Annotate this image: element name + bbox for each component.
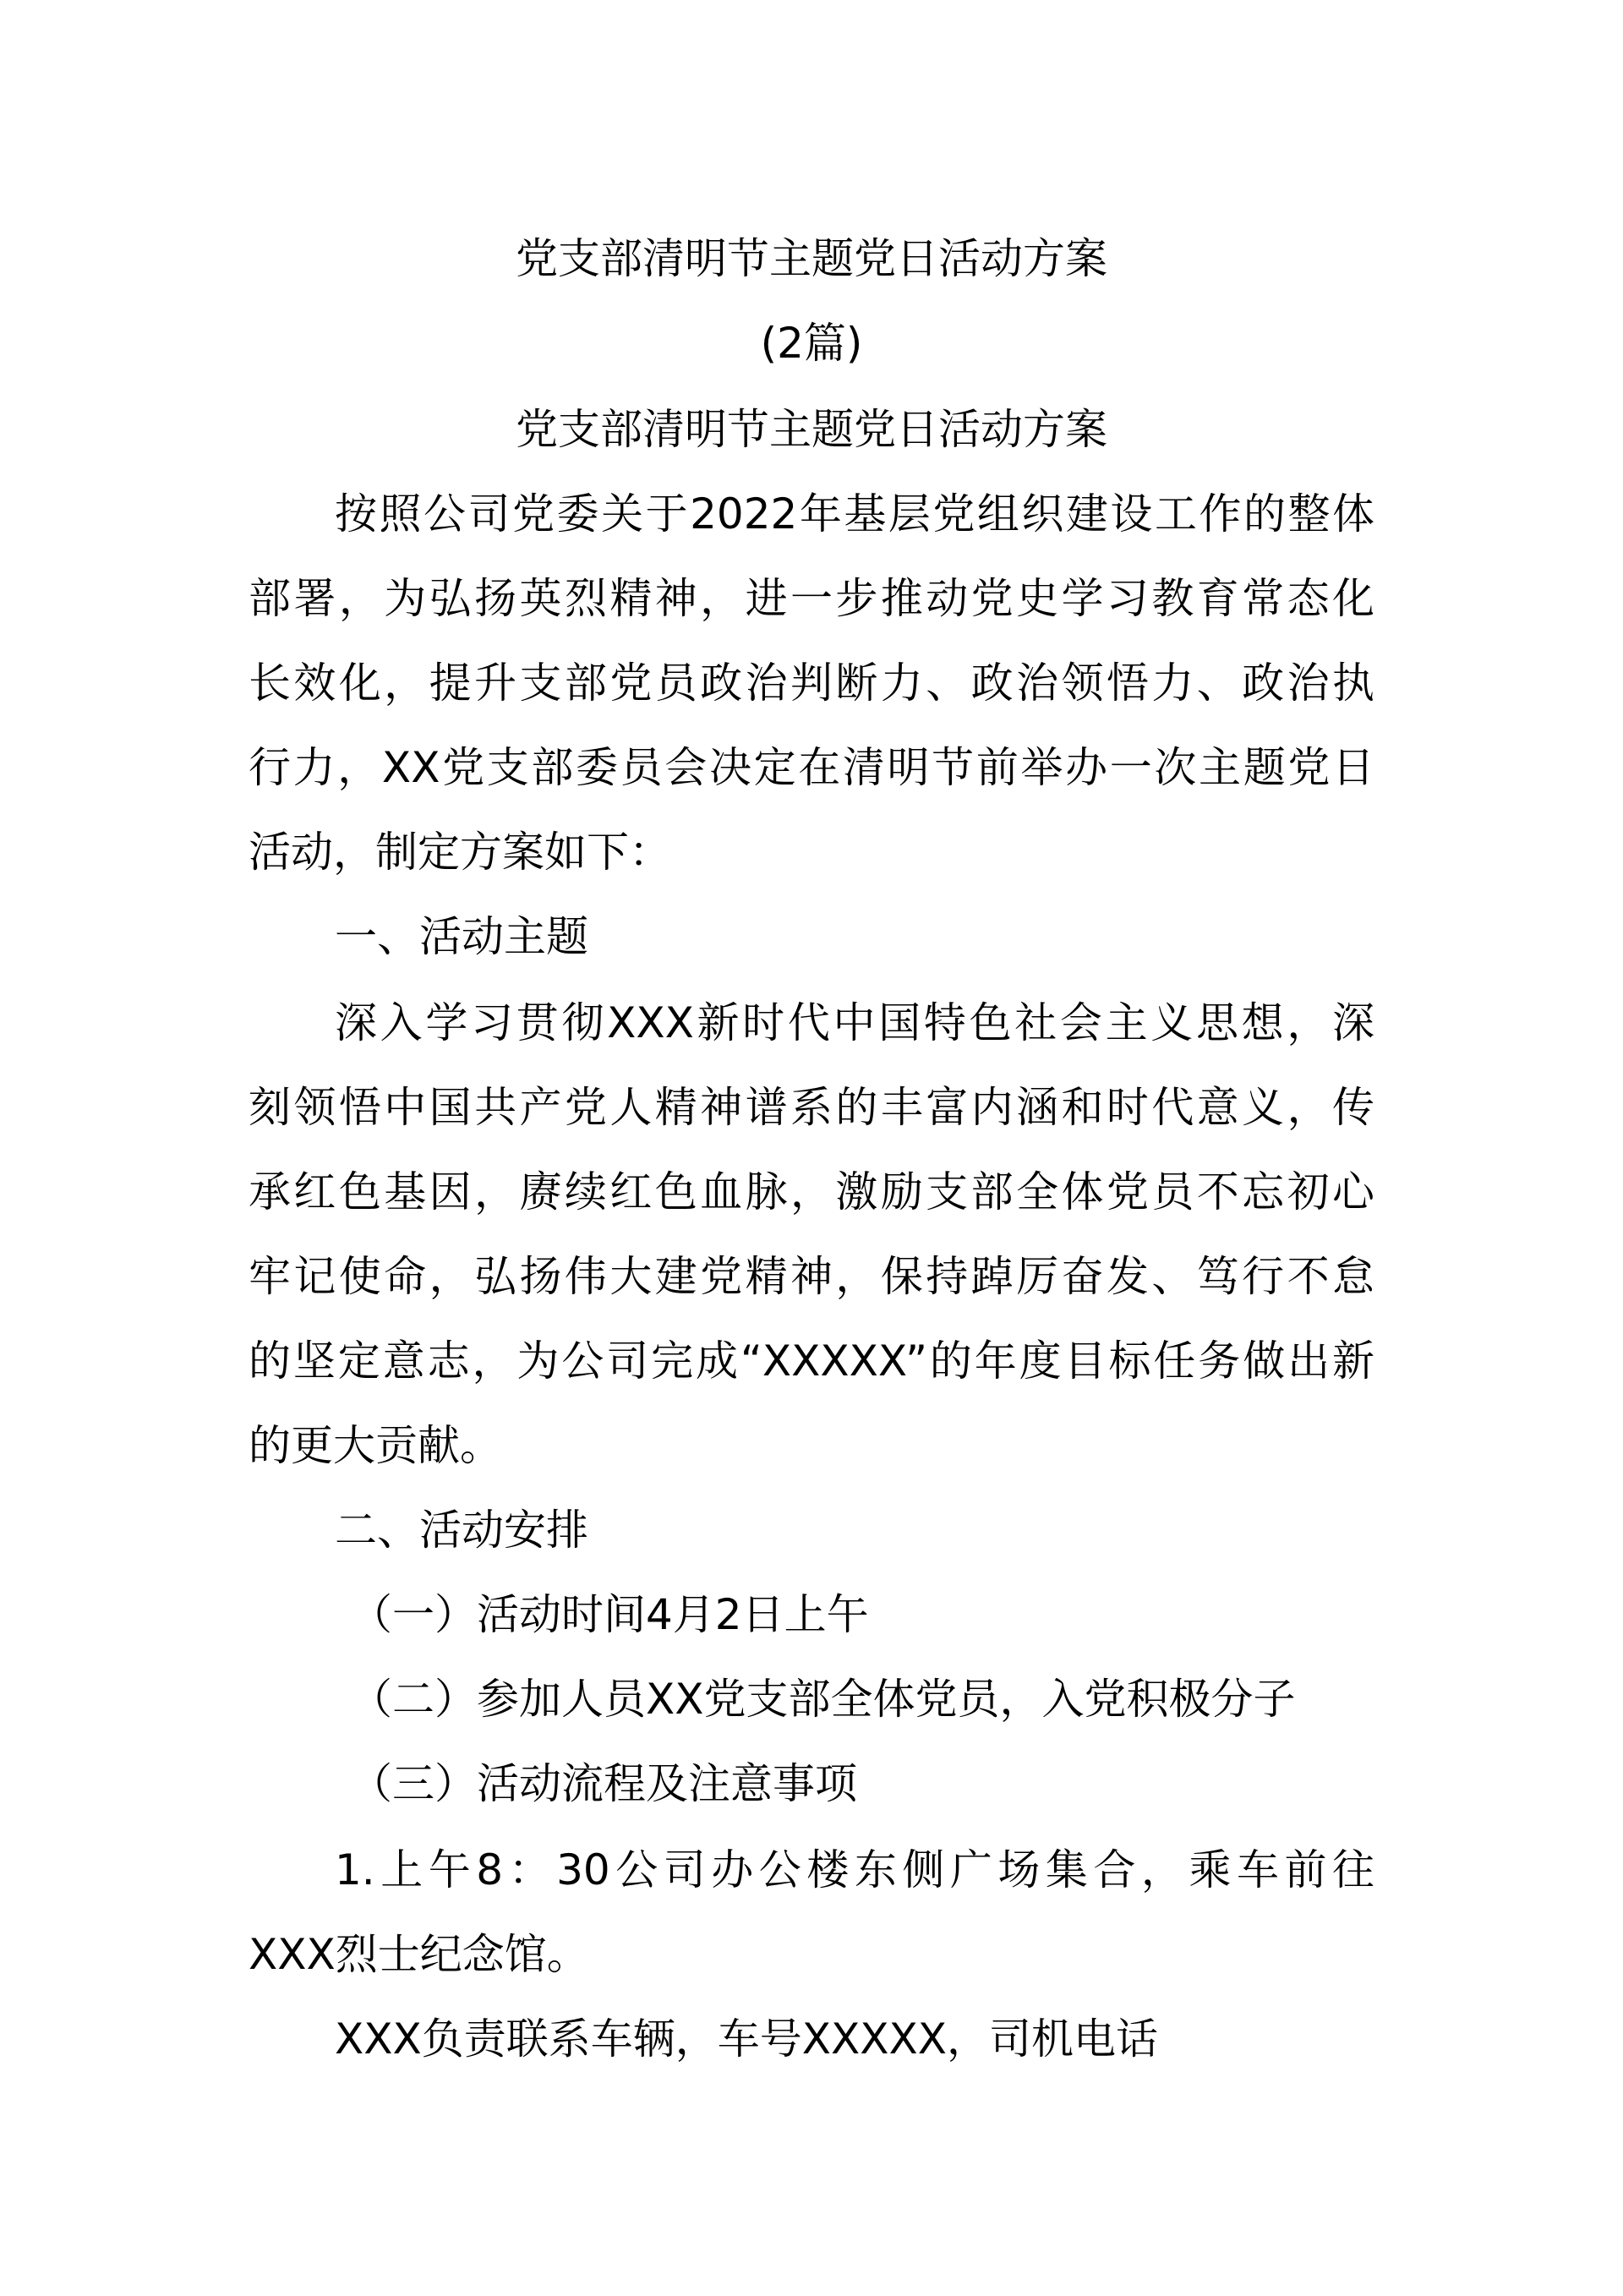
- paragraph-line: 深入学习贯彻XXX新时代中国特色社会主义思想，深: [335, 998, 1374, 1047]
- paragraph-line: 部署，为弘扬英烈精神，进一步推动党史学习教育常态化: [249, 574, 1374, 623]
- paragraph-line: XXX烈士纪念馆。: [249, 1930, 589, 1979]
- doc-subtitle: (2篇): [760, 319, 863, 368]
- doc-title: 党支部清明节主题党日活动方案: [516, 234, 1107, 283]
- item-activity-time: （一）活动时间4月2日上午: [350, 1590, 869, 1639]
- paragraph-line: XXX负责联系车辆，车号XXXXX，司机电话: [335, 2014, 1159, 2064]
- paragraph-line: 1.上午8：30公司办公楼东侧广场集合，乘车前往: [335, 1845, 1374, 1894]
- paragraph-line: 牢记使命，弘扬伟大建党精神，保持踔厉奋发、笃行不怠: [249, 1252, 1374, 1301]
- paragraph-line: 的坚定意志，为公司完成“XXXXX”的年度目标任务做出新: [249, 1337, 1374, 1386]
- paragraph-line: 按照公司党委关于2022年基层党组织建设工作的整体: [335, 489, 1374, 538]
- paragraph-line: 的更大贡献。: [249, 1421, 502, 1470]
- paragraph-line: 刻领悟中国共产党人精神谱系的丰富内涵和时代意义，传: [249, 1083, 1374, 1132]
- item-participants: （二）参加人员XX党支部全体党员，入党积极分子: [350, 1675, 1296, 1724]
- item-process-notes: （三）活动流程及注意事项: [350, 1759, 857, 1808]
- paragraph-line: 行力，XX党支部委员会决定在清明节前举办一次主题党日: [249, 743, 1374, 792]
- paragraph-line: 长效化，提升支部党员政治判断力、政治领悟力、政治执: [249, 659, 1374, 708]
- heading-activity-arrangement: 二、活动安排: [335, 1506, 588, 1555]
- paragraph-line: 活动，制定方案如下：: [249, 828, 671, 877]
- section-title: 党支部清明节主题党日活动方案: [516, 405, 1107, 454]
- heading-activity-theme: 一、活动主题: [335, 912, 588, 961]
- paragraph-line: 承红色基因，赓续红色血脉，激励支部全体党员不忘初心: [249, 1167, 1374, 1216]
